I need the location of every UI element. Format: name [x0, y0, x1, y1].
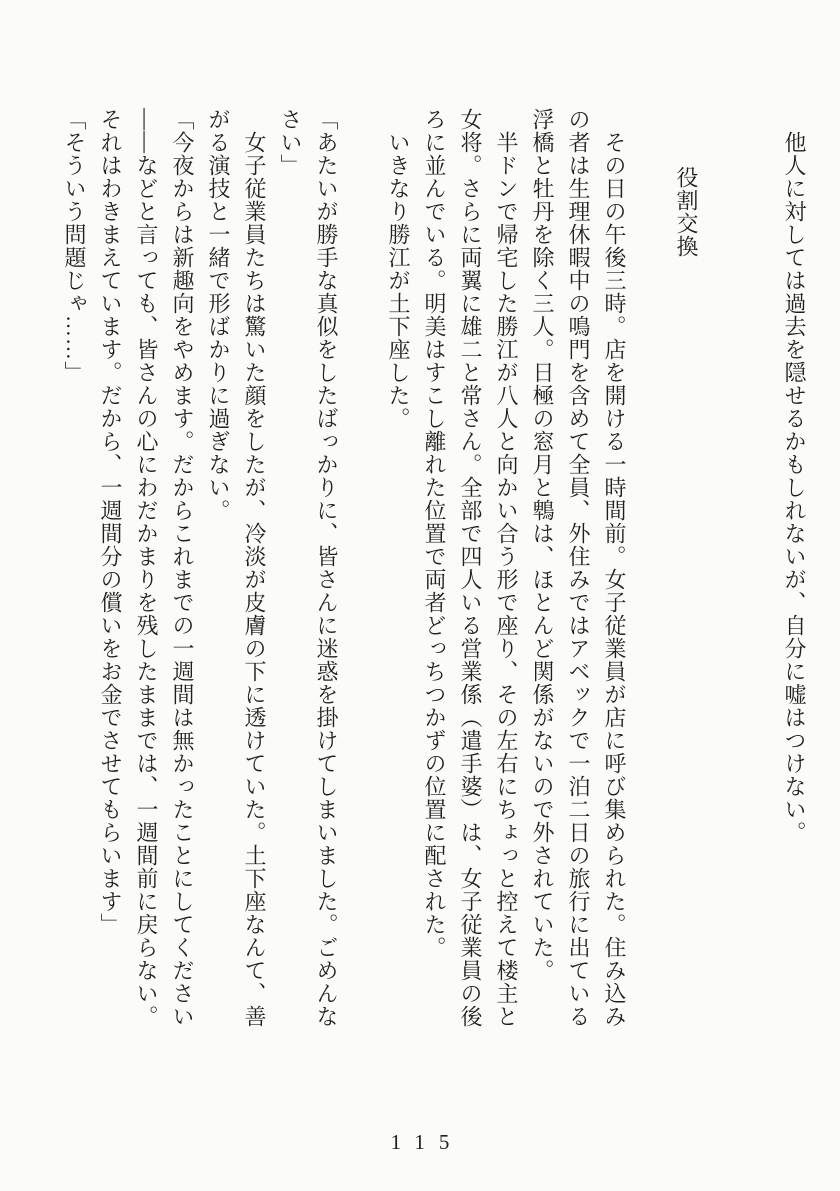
- text-line: ろに並んでいる。明美はすこし離れた位置で両者どっちつかずの位置に配された。: [422, 108, 447, 959]
- text-line: さい」: [278, 108, 303, 177]
- text-line: 「そういう問題じゃ……」: [62, 108, 87, 384]
- text-line: 浮橋と牡丹を除く三人。日極の窓月と鵯は、ほとんど関係がないので外されていた。: [530, 108, 555, 982]
- text-line: 半ドンで帰宅した勝江が八人と向かい合う形で座り、その左右にちょっと控えて楼主と: [494, 131, 519, 1028]
- text-line: の者は生理休暇中の鳴門を含めて全員、外住みではアベックで一泊二日の旅行に出ている: [566, 108, 591, 1028]
- text-line: 女子従業員たちは驚いた顔をしたが、冷淡が皮膚の下に透けていた。土下座なんて、善: [242, 131, 267, 1028]
- text-line: いきなり勝江が土下座した。: [386, 131, 411, 430]
- vertical-text-block: [56, 108, 812, 1036]
- chapter-heading: 役割交換: [674, 165, 699, 258]
- text-line: 「あたいが勝手な真似をしたばっかりに、皆さんに迷惑を掛けてしまいました。ごめんな: [314, 108, 339, 1028]
- text-line: 「今夜からは新趣向をやめます。だからこれまでの一週間は無かったことにしてください: [170, 108, 195, 1028]
- page-number: 115: [390, 1130, 464, 1154]
- blank-line: [344, 108, 380, 1036]
- blank-line: [632, 108, 668, 1036]
- blank-line: [704, 108, 740, 1036]
- text-line: それはわきまえています。だから、一週間分の償いをお金でさせてもらいます」: [98, 108, 123, 936]
- text-line: その日の午後三時。店を開ける一時間前。女子従業員が店に呼び集められた。住み込み: [602, 131, 627, 1028]
- text-line: がる演技と一緒で形ばかりに過ぎない。: [206, 108, 231, 522]
- text-line: 他人に対しては過去を隠せるかもしれないが、自分に嘘はつけない。: [782, 131, 807, 844]
- text-line: 女将。さらに両翼に雄二と常さん。全部で四人いる営業係（遣手婆）は、女子従業員の後: [458, 108, 483, 1028]
- text-line: ――などと言っても、皆さんの心にわだかまりを残したままでは、一週間前に戻らない。: [134, 108, 159, 1028]
- blank-line: [740, 108, 776, 1036]
